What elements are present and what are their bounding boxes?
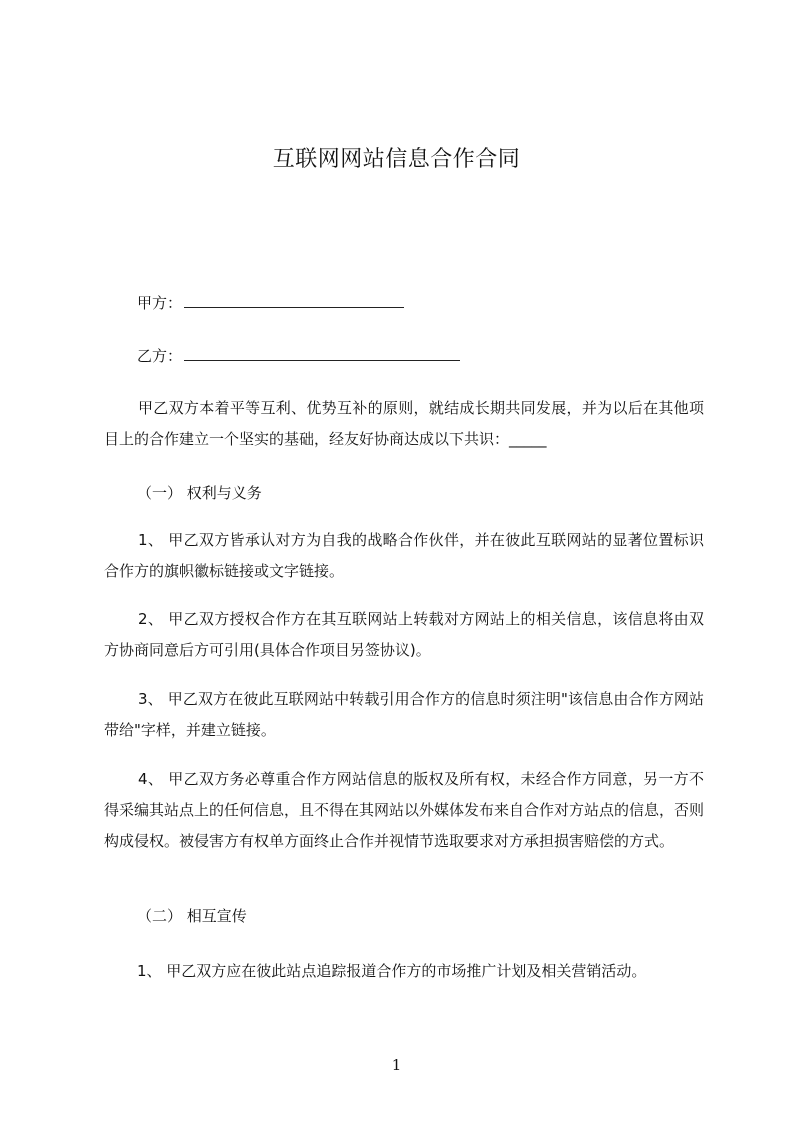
party-a-label: 甲方：	[137, 294, 183, 312]
intro-paragraph: 甲乙双方本着平等互利、优势互补的原则，就结成长期共同发展，并为以后在其他项目上的合作建立一个坚实的基础，经友好协商达成以下共识：_____	[104, 399, 704, 448]
party-b-label: 乙方：	[137, 347, 183, 365]
document-title: 互联网网站信息合作合同	[272, 147, 521, 172]
clause-promotion-1: 1、 甲乙双方应在彼此站点追踪报道合作方的市场推广计划及相关营销活动。	[137, 962, 647, 980]
party-a-blank	[184, 293, 404, 308]
section-heading-rights: （一） 权利与义务	[137, 484, 262, 502]
clause-rights-2: 2、 甲乙双方授权合作方在其互联网站上转载对方网站上的相关信息，该信息将由双方协商同意后方可引用(具体合作项目另签协议)。	[104, 610, 704, 659]
party-b-line	[137, 345, 460, 366]
page-number: 1	[391, 1056, 402, 1074]
party-a-line	[137, 292, 404, 313]
clause-rights-4: 4、 甲乙双方务必尊重合作方网站信息的版权及所有权，未经合作方同意，另一方不得采编其站点上的任何信息，且不得在其网站以外媒体发布来自合作对方站点的信息，否则构成侵权。被侵害方有权单方面终止合作并视情节选取要求对方承担损害赔偿的方式。	[104, 770, 705, 850]
section-heading-promotion: （二） 相互宣传	[137, 907, 247, 925]
clause-rights-3: 3、 甲乙双方在彼此互联网站中转载引用合作方的信息时须注明"该信息由合作方网站带给"字样，并建立链接。	[104, 690, 704, 739]
clause-rights-1: 1、 甲乙双方皆承认对方为自我的战略合作伙伴，并在彼此互联网站的显著位置标识合作方的旗帜徽标链接或文字链接。	[104, 531, 704, 580]
party-b-blank	[184, 346, 460, 361]
